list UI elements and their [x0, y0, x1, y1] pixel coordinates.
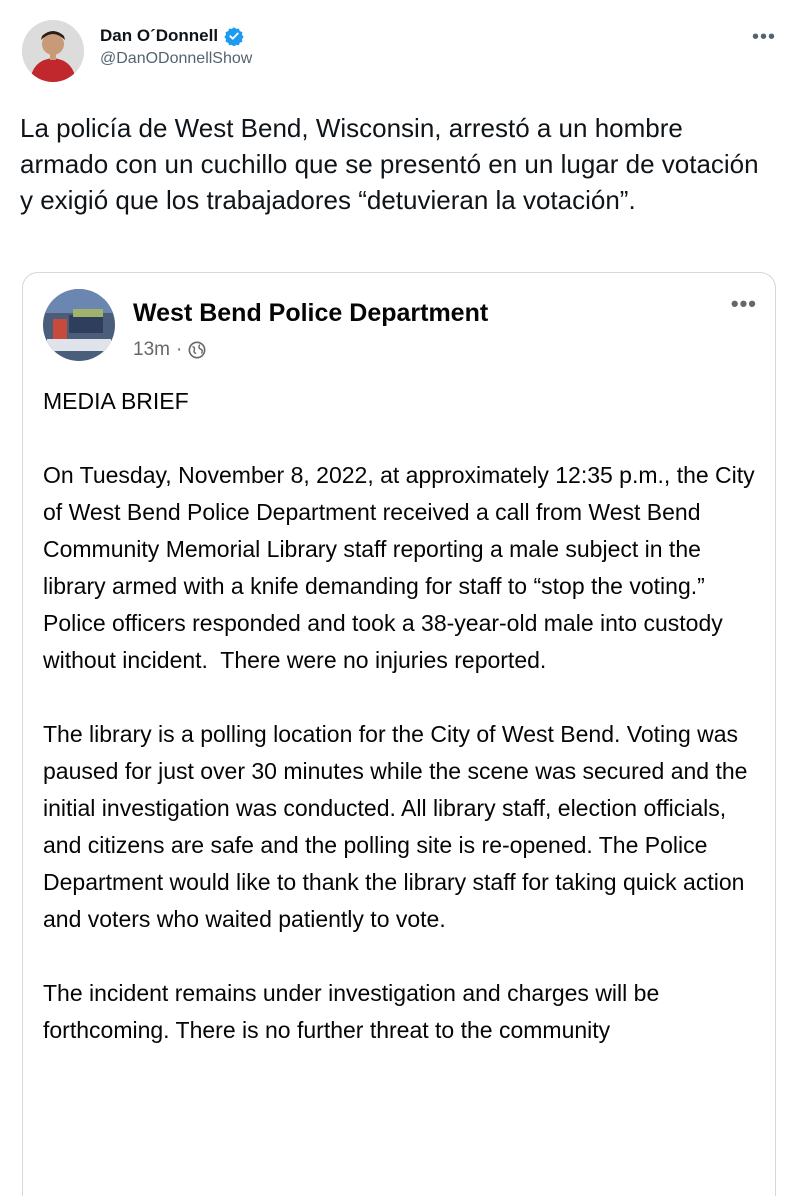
quoted-post-card[interactable] [22, 272, 776, 1196]
police-department-avatar[interactable] [43, 289, 115, 361]
verified-badge-icon [224, 26, 244, 46]
paragraph: The library is a polling location for the City of West Bend. Voting was paused for just over 30 minutes while the scene was secured and the initial investigation was conducted. All library staff, election officials, and citizens are safe and the polling site is re-opened. The Police Department would like to thank the library staff for taking quick action and voters who waited patiently to vote. [43, 721, 754, 932]
quoted-post-time[interactable]: 13m [133, 339, 170, 360]
quoted-more-icon[interactable]: ••• [730, 291, 757, 316]
media-brief-heading: MEDIA BRIEF [43, 388, 189, 414]
globe-icon [188, 341, 206, 359]
tweet-header [22, 20, 780, 90]
quoted-author-name[interactable]: West Bend Police Department [133, 299, 489, 327]
more-horizontal-icon[interactable]: ••• [751, 26, 776, 48]
meta-separator: · [175, 339, 183, 360]
author-info [100, 26, 252, 68]
author-avatar[interactable] [22, 20, 84, 82]
quoted-post-meta [133, 339, 206, 361]
paragraph: The incident remains under investigation and charges will be forthcoming. There is no further threat to the community [43, 980, 666, 1043]
author-display-name[interactable]: Dan O´Donnell [100, 26, 219, 45]
quoted-post-body [43, 383, 761, 1049]
author-handle[interactable]: @DanODonnellShow [100, 50, 253, 67]
tweet-text: La policía de West Bend, Wisconsin, arrestó a un hombre armado con un cuchillo que se presentó en un lugar de votación y exigió que los trabajadores “detuvieran la votación”. [20, 113, 759, 215]
paragraph: On Tuesday, November 8, 2022, at approximately 12:35 p.m., the City of West Bend Police Department received a call from West Bend Community Memorial Library staff reporting a male subject in the library armed with a knife demanding for staff to “stop the voting.” Police officers responded and took a 38-year-old male into custody without incident. There were no injuries reported. [43, 462, 762, 673]
